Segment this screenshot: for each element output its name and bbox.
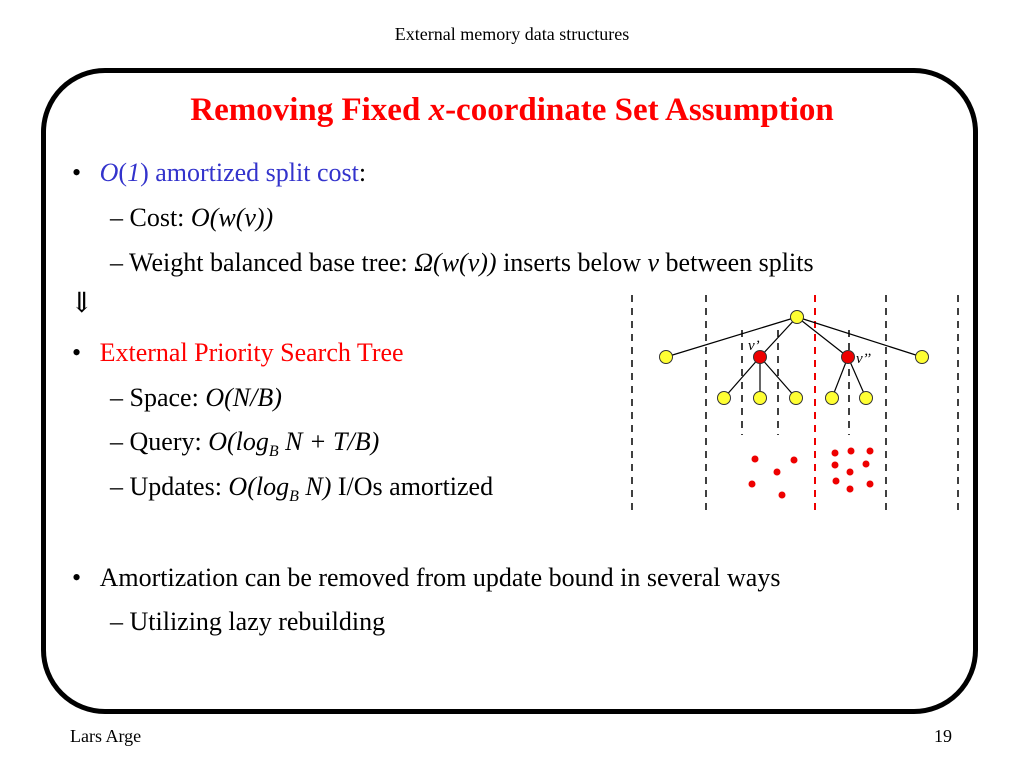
sub-lazy-rebuilding: – Utilizing lazy rebuilding (110, 607, 386, 636)
point (867, 481, 874, 488)
point (863, 461, 870, 468)
label-v-double-prime: v’’ (856, 351, 871, 367)
point (791, 457, 798, 464)
leaf-node (754, 392, 767, 405)
sub-cost: – Cost: O(w(v)) (110, 203, 274, 232)
leaf-node (826, 392, 839, 405)
leaf-node (790, 392, 803, 405)
tree-nodes (660, 311, 929, 405)
point (752, 456, 759, 463)
leaf-node (718, 392, 731, 405)
root-node (791, 311, 804, 324)
point (749, 481, 756, 488)
page-number: 19 (934, 726, 952, 746)
point (774, 469, 781, 476)
sub-space: – Space: O(N/B) (110, 383, 282, 412)
point (847, 486, 854, 493)
tree-edges (666, 317, 922, 398)
point (867, 448, 874, 455)
footer-author: Lars Arge (70, 726, 142, 746)
sub-updates: – Updates: $O(\log_B$ N) I/Os amortized (110, 472, 494, 506)
slide-title: Removing Fixed x-coordinate Set Assumption (190, 92, 834, 128)
label-v-prime: v’ (748, 338, 760, 354)
point (847, 469, 854, 476)
point (848, 448, 855, 455)
point (779, 492, 786, 499)
sub-query: – Query: $O(\log_B$ N + T/B) (110, 427, 380, 461)
sub-weight-balanced: – Weight balanced base tree: Ω(w(v)) inserts below v between splits (110, 248, 814, 277)
bullet-epst: • External Priority Search Tree (72, 338, 404, 367)
tree-node (660, 351, 673, 364)
point (832, 450, 839, 457)
leaf-node (860, 392, 873, 405)
point (832, 462, 839, 469)
tree-diagram (620, 290, 970, 515)
slide-header: External memory data structures (394, 24, 630, 44)
point (833, 478, 840, 485)
node-v-double-prime (842, 351, 855, 364)
tree-node (916, 351, 929, 364)
bullet-split-cost: • O(1) amortized split cost: (72, 158, 367, 187)
point-set (749, 448, 874, 499)
bullet-amortization: • Amortization can be removed from update bound in several ways (72, 563, 781, 592)
implies-arrow: ⇓ (70, 288, 94, 319)
